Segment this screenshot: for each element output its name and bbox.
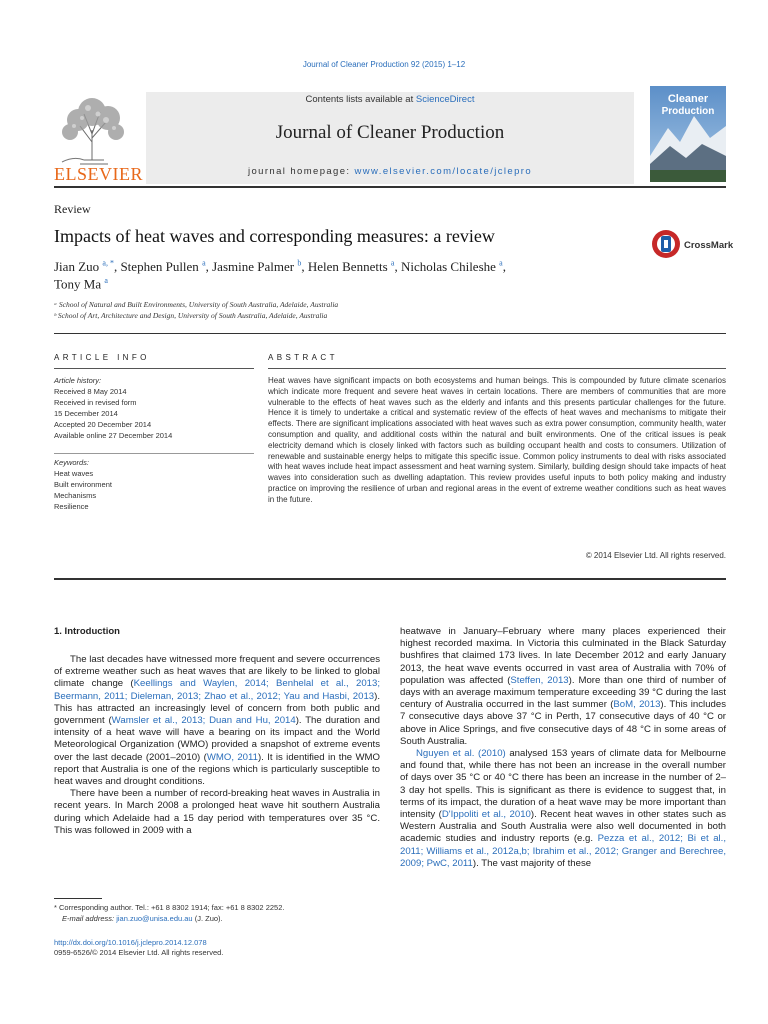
elsevier-wordmark[interactable]: ELSEVIER <box>54 164 143 184</box>
abstract-rule <box>268 368 726 369</box>
citation-link[interactable]: D'Ippoliti et al., 2010 <box>441 809 531 821</box>
section-heading-introduction: 1. Introduction <box>54 626 120 637</box>
abstract-bottom-divider <box>54 578 726 580</box>
history-item: Received 8 May 2014 <box>54 387 127 396</box>
crossmark-badge[interactable] <box>650 226 734 262</box>
email-link[interactable]: jian.zuo@unisa.edu.au <box>116 913 193 923</box>
contents-available-line <box>146 94 634 105</box>
author-ma[interactable] <box>54 276 108 292</box>
history-item: Accepted 20 December 2014 <box>54 420 152 429</box>
history-item: Available online 27 December 2014 <box>54 431 173 440</box>
author-ma-affiliation-mark: a <box>104 276 108 285</box>
keywords-divider <box>54 453 254 454</box>
affiliation-a: ᵃ School of Natural and Built Environments, University of South Australia, Adelaide, Australia <box>54 300 339 309</box>
body-column-right <box>400 626 726 870</box>
abstract-text: Heat waves have significant impacts on both ecosystems and human beings. This is compounded by future climate scenarios which indicate more frequent and severe heat waves in certain locations. There are members of communities that are more vulnerable to the effects of heat waves such as the elderly and infants and this presents particular challenges for the future. Hence it is timely to undertake a critical and systematic review of the effects of heat waves and mechanisms to mitigate their effects. There are significant implications associated with heat waves such as extra power consumption, community health, water consumption and quality, and additional costs within the natural and built environments. One of the critical issues is peak electricity demand which is closely linked with factors such as building occupant health and costs to consumers. Utilization of renewable and sustainable energy helps to mitigate this specific issue. Common policy instruments to deal with risks associated with heat waves include heat impact assessment and heat warning system. Similarly, building design should take impacts of heat waves into consideration such as dwelling adaptation. This review provides useful inputs to both policy making and industry practice on improving the resilience of urban and regional areas in the event of extreme weather conditions such as heat waves in the future. <box>268 376 726 504</box>
cover-title-cleaner: Cleaner <box>667 93 709 105</box>
article-info-rule <box>54 368 254 369</box>
corresponding-author-line: * Corresponding author. Tel.: +61 8 8302 1914; fax: +61 8 8302 2252. <box>54 903 285 912</box>
article-info-heading: ARTICLE INFO <box>54 353 150 362</box>
history-item: Received in revised form <box>54 398 137 407</box>
abstract-heading: ABSTRACT <box>268 353 338 362</box>
article-title: Impacts of heat waves and corresponding measures: a review <box>54 226 495 246</box>
cover-title-production: Production <box>661 106 715 117</box>
issn-line: 0959-6526/© 2014 Elsevier Ltd. All rights reserved. <box>54 948 224 957</box>
author-pullen[interactable]: Stephen Pullen $^a$, <box>120 259 213 275</box>
affiliation-divider <box>54 333 726 334</box>
affiliation-b: ᵇ School of Art, Architecture and Design, University of South Australia, Adelaide, Australia <box>54 311 328 320</box>
abstract-copyright: © 2014 Elsevier Ltd. All rights reserved. <box>585 551 726 560</box>
crossmark-label: CrossMark <box>684 240 734 251</box>
author-zuo[interactable]: Jian Zuo $^{a, *}$, <box>54 259 121 275</box>
citation-link[interactable]: Pezza et al., 2012; Bi et al., 2011; Williams et al., 2012a,b; Ibrahim et al., 2012; Granger and Berechree, 2009; PwC, 2011 <box>400 833 726 869</box>
paragraph: Nguyen et al. (2010) analysed 153 years of climate data for Melbourne and found that, while there has not been an increase in the overall number of days over 35 °C or 40 °C there has been an increase in the number of 2–3 day hot spells. This is significant as there is evidence to suggest that, in terms of its impact, the duration of a heat wave may be more important than intensity (D'Ippoliti et al., 2010). Recent heat waves in other states such as Western Australia and South Australia were also well documented in both academic studies and industry reports (e.g. Pezza et al., 2012; Bi et al., 2011; Williams et al., 2012a,b; Ibrahim et al., 2012; Granger and Berechree, 2009; PwC, 2011). The vast majority of these <box>400 748 726 869</box>
paragraph: The last decades have witnessed more frequent and severe occurrences of extreme weather such as heat waves that are likely to be linked to global climate change (Keellings and Waylen, 2014; Benhelal et al., 2013; Beermann, 2011; Dieleman, 2013; Zhao et al., 2012; Yau and Hasbi, 2013). This has attracted an increasingly level of concern from both public and government (Wamsler et al., 2013; Duan and Hu, 2014). The duration and intensity of a heat wave will have a bearing on its impact and the World Meteorological Organization (WMO) provided a snapshot of extreme events over the last decade (2001–2010) (WMO, 2011). It is identified in the WMO report that Australia is one of the regions which is particularly susceptible to heat waves and drought conditions. <box>54 654 380 788</box>
homepage-link[interactable]: www.elsevier.com/locate/jclepro <box>354 166 533 177</box>
journal-reference[interactable]: Journal of Cleaner Production 92 (2015) 1–12 <box>302 60 466 69</box>
citation-link[interactable]: Keellings and Waylen, 2014; Benhelal et al., 2013; Beermann, 2011; Dieleman, 2013; Zhao et al., 2012; Yau and Hasbi, 2013 <box>54 678 380 702</box>
keyword-item: Mechanisms <box>54 491 97 500</box>
email-line: E-mail address: jian.zuo@unisa.edu.au (J. Zuo). <box>62 913 223 923</box>
author-palmer[interactable]: Jasmine Palmer $^b$, <box>212 259 308 275</box>
homepage-prefix: journal homepage: <box>247 166 355 177</box>
citation-link[interactable]: WMO, 2011 <box>206 751 258 763</box>
citation-link[interactable]: Steffen, 2013 <box>510 674 569 686</box>
keywords-block <box>54 457 254 512</box>
citation-link[interactable]: Wamsler et al., 2013; Duan and Hu, 2014 <box>111 715 296 727</box>
keyword-item: Heat waves <box>54 469 94 478</box>
journal-cover-image[interactable] <box>650 86 726 182</box>
author-chileshe[interactable]: Nicholas Chileshe $^a$, <box>400 259 506 275</box>
citation-link[interactable]: BoM, 2013 <box>613 699 661 711</box>
author-ma-name: Tony Ma <box>54 276 102 292</box>
doi-link[interactable]: http://dx.doi.org/10.1016/j.jclepro.2014.12.078 <box>54 938 207 947</box>
footnote-rule <box>54 898 102 899</box>
article-type: Review <box>54 202 91 216</box>
keywords-label: Keywords: <box>54 458 90 467</box>
journal-title: Journal of Cleaner Production <box>275 122 505 143</box>
sciencedirect-link[interactable]: ScienceDirect <box>415 94 475 105</box>
author-list <box>54 259 506 275</box>
history-label: Article history: <box>54 376 102 385</box>
contents-prefix: Contents lists available at <box>305 94 416 105</box>
header-divider <box>54 186 726 188</box>
article-history <box>54 375 254 441</box>
keyword-item: Built environment <box>54 480 112 489</box>
keyword-item: Resilience <box>54 502 89 511</box>
journal-homepage-line <box>146 166 634 177</box>
corresponding-author-footnote <box>54 903 380 924</box>
paragraph: There have been a number of record-breaking heat waves in Australia in recent years. In March 2008 a prolonged heat wave hit southern Australia during which Adelaide had a 15 day period with temperatures over 35 °C. This was followed in 2009 with a <box>54 788 380 836</box>
paragraph: heatwave in January–February where many places experienced their highest recorded maxima. In Victoria this culminated in the Black Saturday bushfires that claimed 173 lives. In late December 2012 and early January 2013, the heat wave events occurred in vast area of Australia with 70% of population was affected (Steffen, 2013). More than one third of number of days with an average maximum temperature exceeding 39 °C during the last century of Australia occurred in the last summer (BoM, 2013). This includes 7 consecutive days above 37 °C in Perth, 17 consecutive days of 40 °C or above in Alice Springs, and five consecutive days of 48 °C in some areas of South Australia. <box>400 626 727 747</box>
doi-block <box>54 938 380 958</box>
body-column-left <box>54 654 380 837</box>
history-item: 15 December 2014 <box>54 409 118 418</box>
citation-link[interactable]: Nguyen et al. (2010) <box>416 748 506 760</box>
author-bennetts[interactable]: Helen Bennetts $^a$, <box>307 259 401 275</box>
